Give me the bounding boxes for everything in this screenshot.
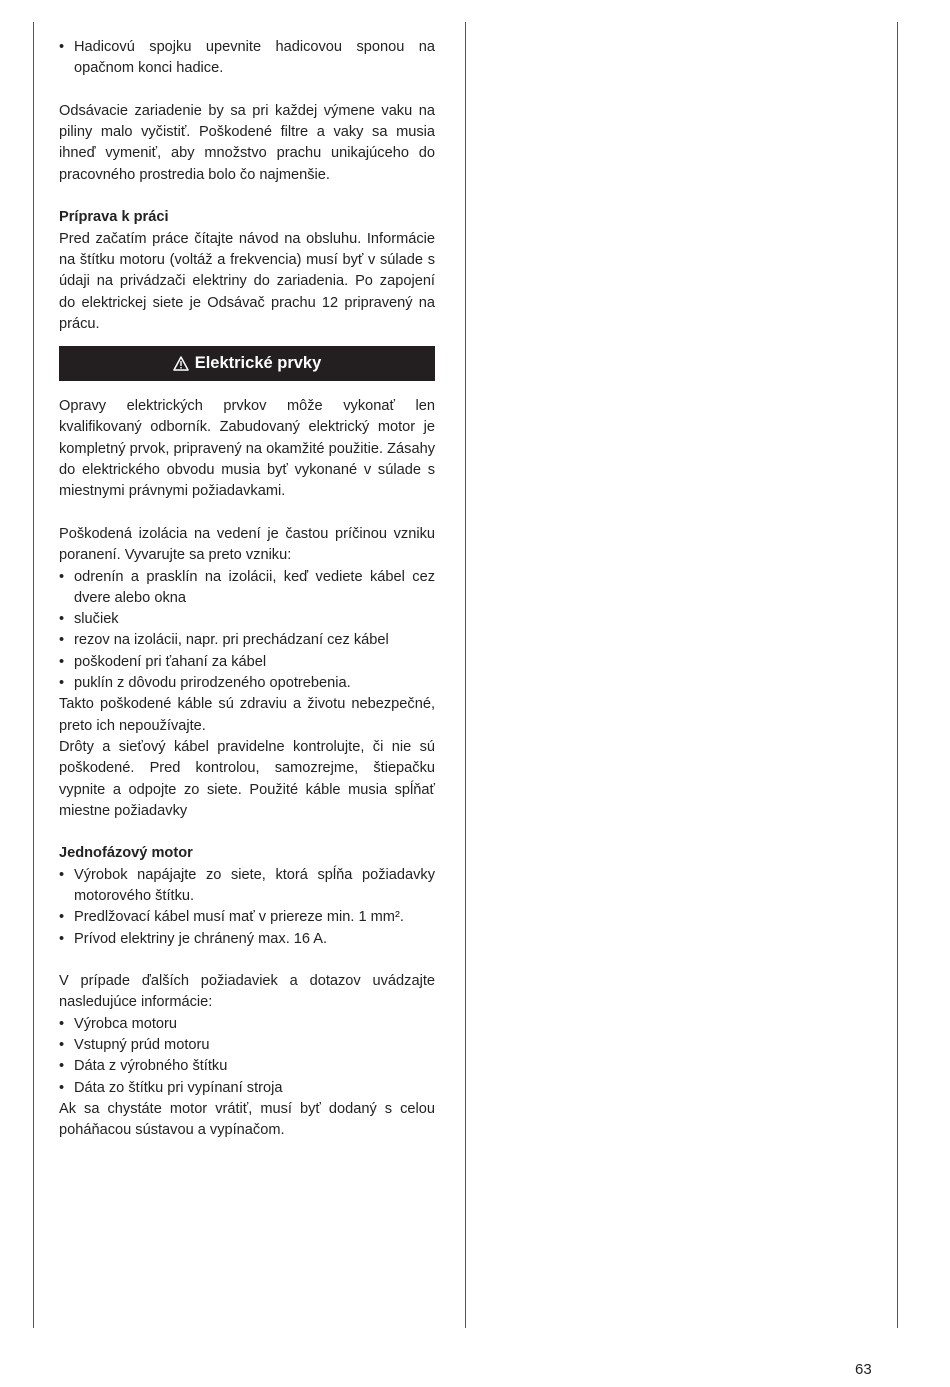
- left-column: [59, 37, 435, 1142]
- intro-bullet-list: [59, 37, 435, 80]
- single-phase-list: [59, 865, 435, 950]
- electrical-section-banner: [59, 346, 435, 381]
- return-paragraph: Ak sa chystáte motor vrátiť, musí byť dodaný s celou poháňacou sústavou a vypínačom.: [59, 1100, 435, 1139]
- list-item: • Výrobca motoru: [59, 1014, 435, 1035]
- list-item: • rezov na izolácii, napr. pri prechádzaní cez kábel: [59, 630, 435, 651]
- column-divider-rule: [465, 22, 466, 1328]
- list-item: • poškodení pri ťahaní za kábel: [59, 652, 435, 673]
- left-margin-rule: [33, 22, 34, 1328]
- list-item: • puklín z dôvodu prirodzeného opotrebenia.: [59, 673, 435, 694]
- list-item: • odrenín a prasklín na izolácii, keď vediete kábel cez dvere alebo okna: [59, 567, 435, 610]
- right-margin-rule: [897, 22, 898, 1328]
- preparation-heading: Príprava k práci: [59, 209, 169, 226]
- cable-check-paragraph: Drôty a sieťový kábel pravidelne kontrolujte, či nie sú poškodené. Pred kontrolou, samozrejme, štiepačku vypnite a odpojte zo siete. Použité káble musia spĺňať miestne požiadavky: [59, 738, 435, 819]
- further-info-list: [59, 1014, 435, 1099]
- damage-warning: Takto poškodené káble sú zdraviu a životu nebezpečné, preto ich nepoužívajte.: [59, 696, 435, 734]
- further-info-intro: V prípade ďalších požiadaviek a dotazov uvádzajte nasledujúce informácie:: [59, 973, 435, 1011]
- warning-triangle-icon: [173, 356, 189, 371]
- damage-list: [59, 567, 435, 695]
- preparation-paragraph: Pred začatím práce čítajte návod na obsluhu. Informácie na štítku motoru (voltáž a frekvencia) musí byť v súlade s údaji na privádzači elektriny do zariadenia. Po zapojení do elektrickej siete je Odsávač prachu 12 pripravený na prácu.: [59, 230, 435, 332]
- repairs-paragraph: Opravy elektrických prvkov môže vykonať len kvalifikovaný odborník. Zabudovaný elektrický motor je kompletný prvok, pripravený na okamžité použitie. Zásahy do elektrického obvodu musia byť vykonané v súlade s miestnymi právnymi požiadavkami.: [59, 398, 435, 500]
- list-item: • slučiek: [59, 609, 435, 630]
- list-item: • Dáta zo štítku pri vypínaní stroja: [59, 1078, 435, 1099]
- damage-intro: Poškodená izolácia na vedení je častou príčinou vzniku poranení. Vyvarujte sa preto vzniku:: [59, 525, 435, 564]
- cleaning-paragraph: Odsávacie zariadenie by sa pri každej výmene vaku na piliny malo vyčistiť. Poškodené filtre a vaky sa musia ihneď vymeniť, aby množstvo prachu unikajúceho do pracovného prostredia bolo čo najmenšie.: [59, 102, 435, 183]
- list-item: • Hadicovú spojku upevnite hadicovou sponou na opačnom konci hadice.: [59, 37, 435, 80]
- list-item: • Vstupný prúd motoru: [59, 1035, 435, 1056]
- single-phase-heading: Jednofázový motor: [59, 845, 193, 862]
- list-item: • Dáta z výrobného štítku: [59, 1056, 435, 1077]
- list-item: • Výrobok napájajte zo siete, ktorá spĺňa požiadavky motorového štítku.: [59, 865, 435, 908]
- page-number: 63: [855, 1361, 872, 1378]
- list-item: • Predlžovací kábel musí mať v priereze min. 1 mm².: [59, 907, 435, 928]
- list-item: • Prívod elektriny je chránený max. 16 A.: [59, 929, 435, 950]
- banner-title: Elektrické prvky: [194, 354, 322, 372]
